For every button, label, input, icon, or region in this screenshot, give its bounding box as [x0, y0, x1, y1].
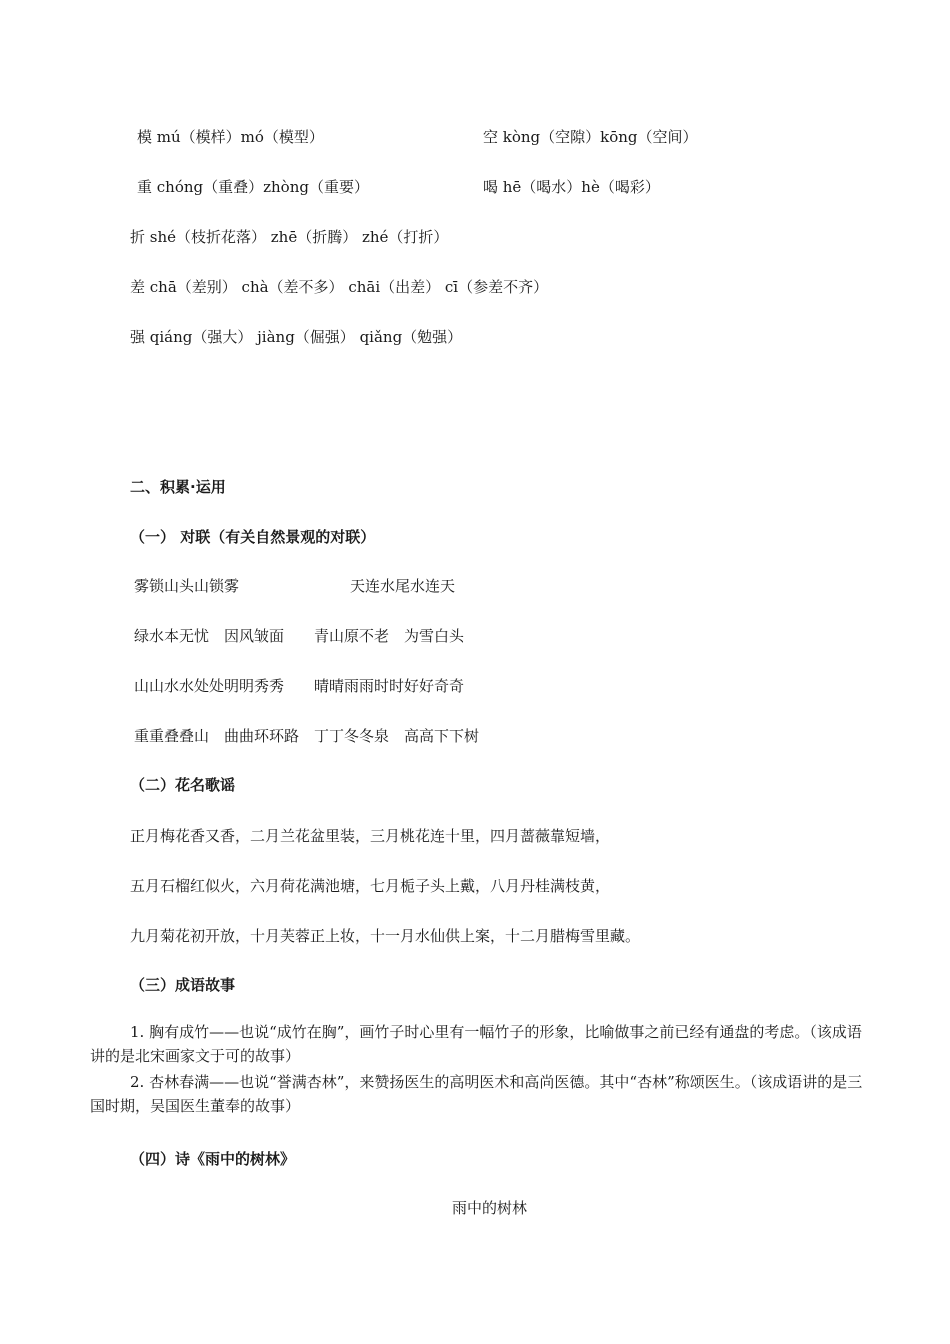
couplet-line4: 重重叠叠山 曲曲环环路 丁丁冬冬泉 高高下下树	[134, 727, 480, 745]
couplet-line1-right: 天连水尾水连天	[350, 577, 456, 595]
pinyin-row2-left: 重 chóng（重叠）zhòng（重要）	[137, 178, 369, 196]
flowers-line3: 九月菊花初开放，十月芙蓉正上妆，十一月水仙供上案，十二月腊梅雪里藏。	[130, 927, 641, 945]
couplets-heading: （一） 对联（有关自然景观的对联）	[130, 528, 376, 546]
pinyin-row1-left: 模 mú（模样）mó（模型）	[137, 128, 324, 146]
pinyin-row4: 差 chā（差别） chà（差不多） chāi（出差） cī（参差不齐）	[130, 278, 549, 296]
idiom-paragraph-2: 2. 杏林春满——也说“誉满杏林”，来赞扬医生的高明医术和高尚医德。其中“杏林”称颂医生。（该成语讲的是三国时期，吴国医生董奉的故事）	[90, 1073, 863, 1115]
pinyin-row1-right: 空 kòng（空隙）kōng（空间）	[483, 128, 698, 146]
flowers-line2: 五月石榴红似火，六月荷花满池塘，七月栀子头上戴，八月丹桂满枝黄，	[130, 877, 611, 895]
couplet-line2: 绿水本无忧 因风皱面 青山原不老 为雪白头	[134, 627, 465, 645]
pinyin-row5: 强 qiáng（强大） jiàng（倔强） qiǎng（勉强）	[130, 328, 463, 346]
idiom-paragraph-1: 1. 胸有成竹——也说“成竹在胸”，画竹子时心里有一幅竹子的形象，比喻做事之前已经有通盘的考虑。（该成语讲的是北宋画家文于可的故事）	[90, 1023, 862, 1065]
flowers-line1: 正月梅花香又香，二月兰花盆里装，三月桃花连十里，四月蔷薇靠短墙，	[130, 827, 611, 845]
poem-title: 雨中的树林	[452, 1199, 528, 1217]
pinyin-row3: 折 shé（枝折花落） zhē（折腾） zhé（打折）	[130, 228, 449, 246]
flowers-heading: （二）花名歌谣	[130, 776, 236, 794]
couplet-line3: 山山水水处处明明秀秀 晴晴雨雨时时好好奇奇	[134, 677, 465, 695]
poem-heading: （四）诗《雨中的树林》	[130, 1150, 296, 1168]
couplet-line1-left: 雾锁山头山锁雾	[134, 577, 240, 595]
pinyin-row2-right: 喝 hē（喝水）hè（喝彩）	[483, 178, 660, 196]
section-heading: 二、积累·运用	[130, 478, 226, 496]
idioms-heading: （三）成语故事	[130, 976, 236, 994]
